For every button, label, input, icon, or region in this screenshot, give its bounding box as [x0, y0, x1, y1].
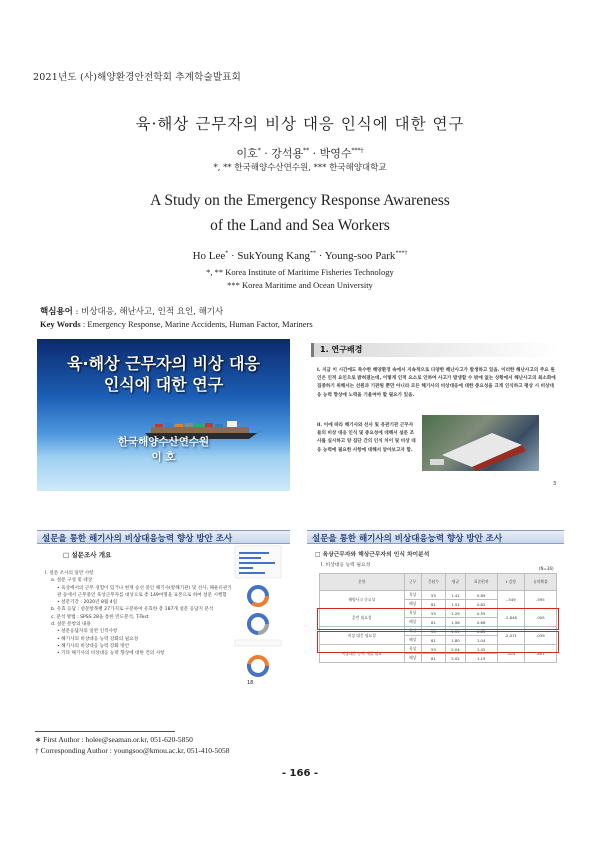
affiliation-english	[0, 266, 600, 292]
slide-survey-header	[37, 530, 290, 544]
survey-line: d. 설문 문항의 내용	[51, 622, 91, 628]
author-1: 이호	[236, 147, 258, 160]
table-cell: 1.41	[446, 591, 465, 600]
table-item: 비상 대응 필요성	[320, 627, 405, 645]
slide-perception-analysis	[307, 530, 564, 688]
slide-title	[37, 339, 290, 491]
page-number: - 166 -	[281, 768, 319, 779]
table-cell: 0.82	[465, 600, 497, 609]
author-2-en-mark: **	[309, 250, 316, 257]
slide-title-presenter-block	[37, 435, 290, 465]
slide-analysis-subsection: I. 비상대응 능력 필요성	[321, 563, 371, 568]
slide-page-number: 18	[247, 680, 254, 686]
slide-survey-heading: 설문을 통한 해기사의 비상대응능력 향상 방안 조사	[42, 534, 233, 544]
slide-background-heading: 1. 연구배경	[320, 345, 363, 354]
table-cell: 해상	[404, 654, 421, 663]
keywords-en-label: Key Words	[40, 319, 81, 329]
author-separator: ·	[309, 147, 320, 160]
table-cell: 1.51	[446, 627, 465, 636]
paper-title-english	[0, 188, 600, 238]
conference-header: 2021년도 (사)해양환경안전학회 추계학술발표회	[33, 72, 242, 83]
survey-line: • 해기사의 비상대응 능력 강화의 필요성	[57, 636, 139, 642]
table-cell: 81	[421, 654, 446, 663]
paper-title-korean: 육·해상 근무자의 비상 대응 인식에 대한 연구	[135, 115, 465, 133]
slide-title-presenter: 이 호	[151, 451, 176, 463]
author-3: 박영수	[319, 147, 352, 160]
keywords-english	[40, 319, 313, 329]
table-cell: 81	[421, 600, 446, 609]
author-separator: ·	[260, 147, 272, 160]
slide-survey-subheading: □ 설문조사 개요	[63, 551, 112, 559]
survey-line: I. 설문 조사의 일반 사항	[45, 571, 94, 576]
author-separator: ·	[315, 250, 325, 262]
table-header: 평균	[446, 574, 465, 591]
title-en-line-1: A Study on the Emergency Response Awareness	[150, 192, 450, 209]
table-header: 표준편차	[465, 574, 497, 591]
table-item: 비상대응 능력 개발 필요	[320, 645, 405, 663]
table-cell: 1.19	[465, 654, 497, 663]
footnote-rule	[35, 731, 175, 732]
table-cell: 55	[421, 609, 446, 618]
table-cell: 0.55	[465, 609, 497, 618]
table-t-value: -.549	[497, 591, 524, 609]
highlight-box-training	[317, 608, 559, 630]
affiliation-en-line-1: *, ** Korea Institute of Maritime Fisheries Technology	[206, 267, 394, 277]
slide-background-paragraph-1: I. 지금 이 시간에도 특수한 해양환경 속에서 지속적으로 다양한 해난사고가 발생하고 있음. 이러한 해난사고의 주요 원인은 인적 요인으로 밝혀졌는데, 이렇게 인적 요소로 인하여 사고가 발생할 수 밖에 없는 상황에서 해난사고의 최소화에 집중하기 위해서는 선원과 기관원 뿐만 아니라 모든 해기사의 비상대응에 대한 중요성을 크게 인식하고 평상 시 비상대응 능력 향상에 노력을 기울여야 할 필요가 있음.	[317, 368, 556, 398]
table-cell: 1.42	[465, 645, 497, 654]
table-cell: 55	[421, 645, 446, 654]
table-item: 훈련 필요성	[320, 609, 405, 627]
table-t-value: .104	[497, 645, 524, 663]
affiliation-korean: *, ** 한국해양수산연수원, *** 한국해양대학교	[213, 163, 387, 173]
table-cell: 0.85	[465, 627, 497, 636]
keywords-en-text: : Emergency Response, Marine Accidents, Human Factor, Mariners	[80, 319, 313, 329]
shipwreck-illustration	[422, 415, 539, 471]
slide-title-organization: 한국해양수산연수원	[117, 436, 210, 448]
authors-korean	[0, 145, 600, 161]
author-1-en-mark: *	[225, 250, 229, 257]
table-p-value: .005	[524, 609, 556, 627]
footnote-corresponding-author: † Corresponding Author : youngsoo@kmou.ac.kr, 051-410-5058	[35, 746, 230, 755]
table-p-value: .039	[524, 627, 556, 645]
table-header: 응답수	[421, 574, 446, 591]
table-cell: 육상	[404, 609, 421, 618]
survey-line: • 해기사의 비상대응 능력 강화 방안	[57, 643, 130, 649]
table-cell: 1.29	[446, 609, 465, 618]
table-cell: 1.04	[465, 636, 497, 645]
table-cell: 81	[421, 618, 446, 627]
survey-line: • 설문응답자의 일반 인적사항	[57, 629, 118, 635]
survey-line: • 설문기간 : 2020년 8월 4일	[57, 600, 118, 606]
table-cell: 1.51	[446, 600, 465, 609]
table-header: 유의확률	[524, 574, 556, 591]
table-cell: 육상	[404, 591, 421, 600]
table-header: 문항	[320, 574, 405, 591]
slide-analysis-note: (N=36)	[539, 566, 554, 571]
table-p-value: .801	[524, 645, 556, 663]
author-2-mark: **	[303, 147, 310, 155]
survey-line: b. 유효 응답 : 설문항목별 27가지로 구분하여 유효한 총 187개 설문 응답지 분석	[51, 607, 214, 613]
author-1-mark: *	[257, 147, 261, 155]
survey-line: • 기타 해기사의 비상대응 능력 향상에 대한 건의 사항	[57, 651, 165, 657]
table-cell: 0.66	[465, 618, 497, 627]
table-t-value: -2.848	[497, 609, 524, 627]
table-cell: 해상	[404, 618, 421, 627]
table-cell: 0.89	[465, 591, 497, 600]
author-1-en: Ho Lee	[192, 250, 226, 262]
affiliation-en-line-2: *** Korea Maritime and Ocean University	[227, 280, 373, 290]
slide-research-background	[307, 339, 564, 491]
slide-title-heading	[37, 353, 290, 395]
author-3-en: Young-soo Park	[324, 250, 396, 262]
authors-english	[0, 250, 600, 262]
table-cell: 81	[421, 636, 446, 645]
keywords-ko-text: : 비상대응, 해난사고, 인적 요인, 해기사	[72, 307, 224, 317]
survey-line: • 육상에서의 근무 경험이 있거나 현재 승선 중인 해기사(항해기관) 및 선사, 해운유관기관 등에서 근무중인 육상근무자를 대상으로 총 149여명을 표본으로 하여 설문 시행함	[57, 585, 232, 598]
slide-survey-body	[45, 570, 235, 658]
slide-page-number: 3	[553, 481, 557, 487]
table-cell: 해상	[404, 636, 421, 645]
author-2-en: SukYoung Kang	[237, 250, 310, 262]
table-cell: 2.04	[446, 645, 465, 654]
slide-title-line-1: 육·해상 근무자의 비상 대응	[67, 354, 260, 373]
survey-mini-charts	[233, 544, 283, 686]
table-row	[320, 591, 557, 600]
title-en-line-2: of the Land and Sea Workers	[210, 217, 390, 234]
keywords-ko-label: 핵심용어	[40, 307, 73, 317]
slide-survey-overview	[37, 530, 290, 688]
table-cell: 1.56	[446, 618, 465, 627]
slide-background-header	[311, 343, 560, 357]
survey-line: c. 분석 방법 : SPSS 28을 통한 빈도분석, T-Test	[51, 614, 149, 620]
survey-line: a. 설문 구성 및 대상	[51, 578, 93, 584]
slide-title-line-2: 인식에 대한 연구	[103, 375, 224, 394]
table-header: 근무	[404, 574, 421, 591]
table-p-value: .595	[524, 591, 556, 609]
highlight-box-emergency	[317, 631, 559, 653]
table-cell: 2.02	[446, 654, 465, 663]
table-header-row	[320, 574, 557, 591]
table-t-value: -2.071	[497, 627, 524, 645]
table-cell: 1.80	[446, 636, 465, 645]
author-separator: ·	[228, 250, 238, 262]
slide-analysis-header	[307, 530, 564, 544]
slide-analysis-heading: 설문을 통한 해기사의 비상대응능력 향상 방안 조사	[312, 534, 503, 544]
table-header: t 검정	[497, 574, 524, 591]
footnote-first-author: ∗ First Author : holee@seaman.or.kr, 051-620-5850	[35, 735, 193, 744]
table-cell: 해상	[404, 600, 421, 609]
table-cell: 육상	[404, 645, 421, 654]
author-3-mark: ***†	[351, 147, 364, 155]
table-cell: 55	[421, 591, 446, 600]
slide-background-paragraph-2: II. 이에 따라 해기사와 선사 및 유관기관 근무자들의 비상 대응 인식 및 중요성에 대해서 설문 조사를 실시하고 양 집단 간의 인식 차이 및 비상 대응 능력에 필요한 사항에 대해서 알아보고자 함.	[317, 423, 416, 453]
keywords-korean	[40, 305, 223, 317]
author-3-en-mark: ***†	[395, 250, 408, 257]
shipwreck-photo	[422, 415, 539, 471]
table-cell: 육상	[404, 627, 421, 636]
table-item: 해양사고 중요성	[320, 591, 405, 609]
slide-analysis-subheading: □ 육상근무자와 해상근무자의 인식 차이분석	[315, 552, 430, 558]
table-cell: 55	[421, 627, 446, 636]
author-2: 강석용	[271, 147, 304, 160]
